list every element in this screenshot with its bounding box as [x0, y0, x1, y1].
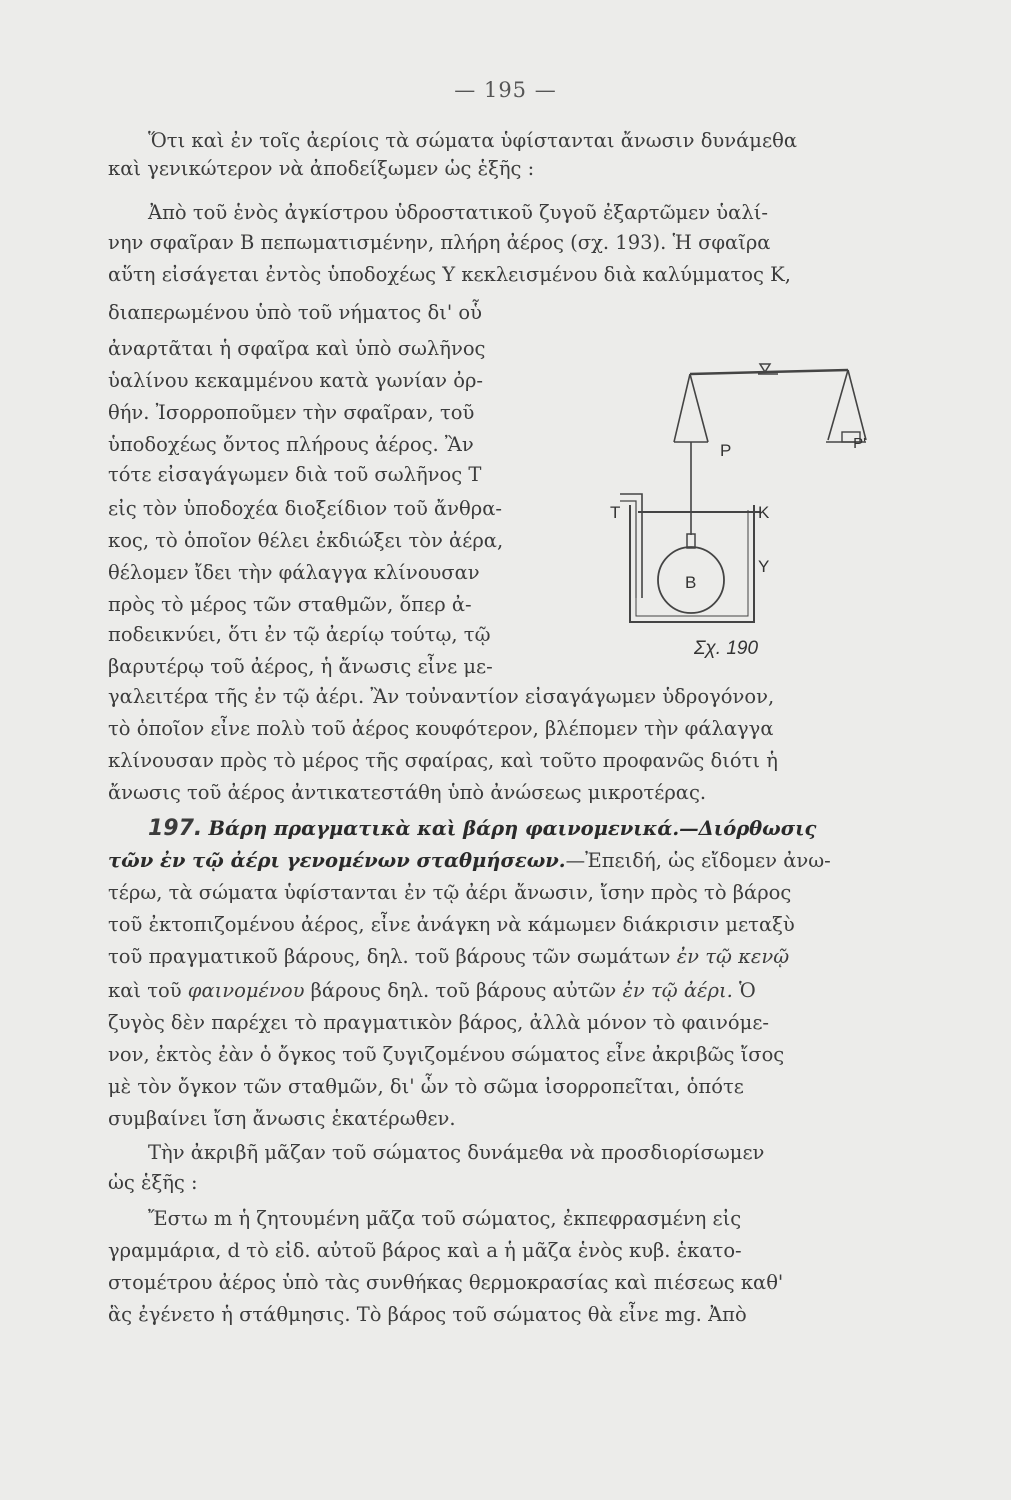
text-line: Τὴν ἀκριβῆ μᾶζαν τοῦ σώματος δυνάμεθα νὰ προσδιορίσωμεν	[148, 1141, 765, 1164]
text-span: βάρους δηλ. τοῦ βάρους αὐτῶν	[310, 979, 617, 1002]
text-line	[108, 944, 789, 970]
left-pan-string	[674, 374, 690, 442]
text-italic: ἐν τῷ κενῷ	[676, 945, 790, 968]
text-line: αὕτη εἰσάγεται ἐντὸς ὑποδοχέως Υ κεκλεισμένου διὰ καλύμματος Κ,	[108, 263, 791, 286]
text-line: Ὅτι καὶ ἐν τοῖς ἀερίοις τὰ σώματα ὑφίστανται ἄνωσιν δυνάμεθα	[148, 129, 797, 152]
text-line: γαλειτέρα τῆς ἐν τῷ ἀέρι. Ἂν τοὐναντίον εἰσαγάγωμεν ὑδρογόνον,	[108, 685, 775, 708]
text-line: θήν. Ἰσορροποῦμεν τὴν σφαῖραν, τοῦ	[108, 401, 475, 424]
text-line	[108, 978, 756, 1004]
text-line: εἰς τὸν ὑποδοχέα διοξείδιον τοῦ ἄνθρα-	[108, 497, 502, 520]
text-line: Ἀπὸ τοῦ ἑνὸς ἀγκίστρου ὑδροστατικοῦ ζυγοῦ ἐξαρτῶμεν ὑαλί-	[148, 201, 768, 224]
text-span: καὶ τοῦ	[108, 979, 182, 1002]
text-line: ἀναρτᾶται ἡ σφαῖρα καὶ ὑπὸ σωλῆνος	[108, 337, 486, 360]
text-line: ἄνωσις τοῦ ἀέρος ἀντικατεστάθη ὑπὸ ἀνώσεως μικροτέρας.	[108, 781, 707, 804]
text-italic: φαινομένου	[187, 979, 305, 1002]
label-k: K	[758, 503, 770, 522]
balance-figure	[610, 360, 870, 670]
text-line: μὲ τὸν ὄγκον τῶν σταθμῶν, δι' ὧν τὸ σῶμα ἰσορροπεῖται, ὁπότε	[108, 1075, 744, 1098]
text-line: γραμμάρια, d τὸ εἰδ. αὐτοῦ βάρος καὶ a ἡ μᾶζα ἑνὸς κυβ. ἑκατο-	[108, 1239, 742, 1262]
right-pan-string	[848, 370, 866, 440]
label-t: T	[610, 503, 621, 522]
text-italic: ἐν τῷ ἀέρι.	[622, 979, 733, 1002]
sphere-neck	[687, 534, 695, 548]
figure-caption: Σχ. 190	[694, 638, 759, 659]
label-p: P	[720, 441, 732, 460]
text-line: τότε εἰσαγάγωμεν διὰ τοῦ σωλῆνος Τ	[108, 463, 482, 486]
text-line: ὑαλίνου κεκαμμένου κατὰ γωνίαν ὀρ-	[108, 369, 483, 392]
container-inner	[636, 510, 748, 616]
container	[630, 505, 754, 622]
section-title: Βάρη πραγματικὰ καὶ βάρη φαινομενικά.—Διόρθωσις	[208, 817, 817, 840]
text-line: ὑποδοχέως ὄντος πλήρους ἀέρος. Ἂν	[108, 433, 474, 456]
text-span: —Ἐπειδή, ὡς εἴδομεν ἀνω-	[565, 849, 831, 872]
text-line: θέλομεν ἴδει τὴν φάλαγγα κλίνουσαν	[108, 561, 480, 584]
section-number: 197.	[148, 816, 203, 841]
text-line: ζυγὸς δὲν παρέχει τὸ πραγματικὸν βάρος, ἀλλὰ μόνον τὸ φαινόμε-	[108, 1011, 770, 1034]
label-b: B	[685, 573, 697, 592]
label-p-prime: P'	[853, 435, 866, 452]
text-span: τοῦ πραγματικοῦ βάρους, δηλ. τοῦ βάρους τῶν σωμάτων	[108, 945, 671, 968]
text-span: Ὁ	[739, 979, 756, 1002]
text-line: πρὸς τὸ μέρος τῶν σταθμῶν, ὅπερ ἀ-	[108, 593, 472, 616]
text-line: συμβαίνει ἴση ἄνωσις ἑκατέρωθεν.	[108, 1107, 456, 1130]
text-line: τέρω, τὰ σώματα ὑφίστανται ἐν τῷ ἀέρι ἄνωσιν, ἴσην πρὸς τὸ βάρος	[108, 881, 792, 904]
text-line: τοῦ ἐκτοπιζομένου ἀέρος, εἶνε ἀνάγκη νὰ κάμωμεν διάκρισιν μεταξὺ	[108, 913, 795, 936]
balance-diagram	[610, 360, 870, 670]
text-line: τὸ ὁποῖον εἶνε πολὺ τοῦ ἀέρος κουφότερον, βλέπομεν τὴν φάλαγγα	[108, 717, 774, 740]
text-line: διαπερωμένου ὑπὸ τοῦ νήματος δι' οὗ	[108, 301, 483, 324]
right-pan-string	[828, 370, 848, 440]
text-line: ὡς ἑξῆς :	[108, 1171, 198, 1194]
text-line: ἃς ἐγένετο ἡ στάθμησις. Τὸ βάρος τοῦ σώματος θὰ εἶνε mg. Ἀπὸ	[108, 1303, 747, 1326]
text-line: νον, ἐκτὸς ἐὰν ὁ ὄγκος τοῦ ζυγιζομένου σώματος εἶνε ἀκριβῶς ἴσος	[108, 1043, 785, 1066]
label-y: Y	[758, 557, 770, 576]
section-heading	[148, 816, 816, 842]
text-line: κλίνουσαν πρὸς τὸ μέρος τῆς σφαίρας, καὶ τοῦτο προφανῶς διότι ἡ	[108, 749, 778, 772]
left-pan-string	[690, 374, 708, 442]
text-line: κος, τὸ ὁποῖον θέλει ἐκδιώξει τὸν ἀέρα,	[108, 529, 504, 552]
page-number: — 195 —	[454, 78, 557, 102]
text-line: ποδεικνύει, ὅτι ἐν τῷ ἀερίῳ τούτῳ, τῷ	[108, 623, 491, 646]
text-line: βαρυτέρῳ τοῦ ἀέρος, ἡ ἄνωσις εἶνε με-	[108, 655, 493, 678]
tube-inner	[620, 501, 636, 598]
text-line: στομέτρου ἀέρος ὑπὸ τὰς συνθήκας θερμοκρασίας καὶ πιέσεως καθ'	[108, 1271, 784, 1294]
section-title-cont: τῶν ἐν τῷ ἀέρι γενομένων σταθμήσεων.	[108, 849, 566, 872]
text-line: Ἔστω m ἡ ζητουμένη μᾶζα τοῦ σώματος, ἐκπεφρασμένη εἰς	[148, 1207, 742, 1230]
text-line: νην σφαῖραν Β πεπωματισμένην, πλήρη ἀέρος (σχ. 193). Ἡ σφαῖρα	[108, 231, 771, 254]
text-line	[108, 848, 831, 874]
text-line: καὶ γενικώτερον νὰ ἀποδείξωμεν ὡς ἑξῆς :	[108, 157, 535, 180]
